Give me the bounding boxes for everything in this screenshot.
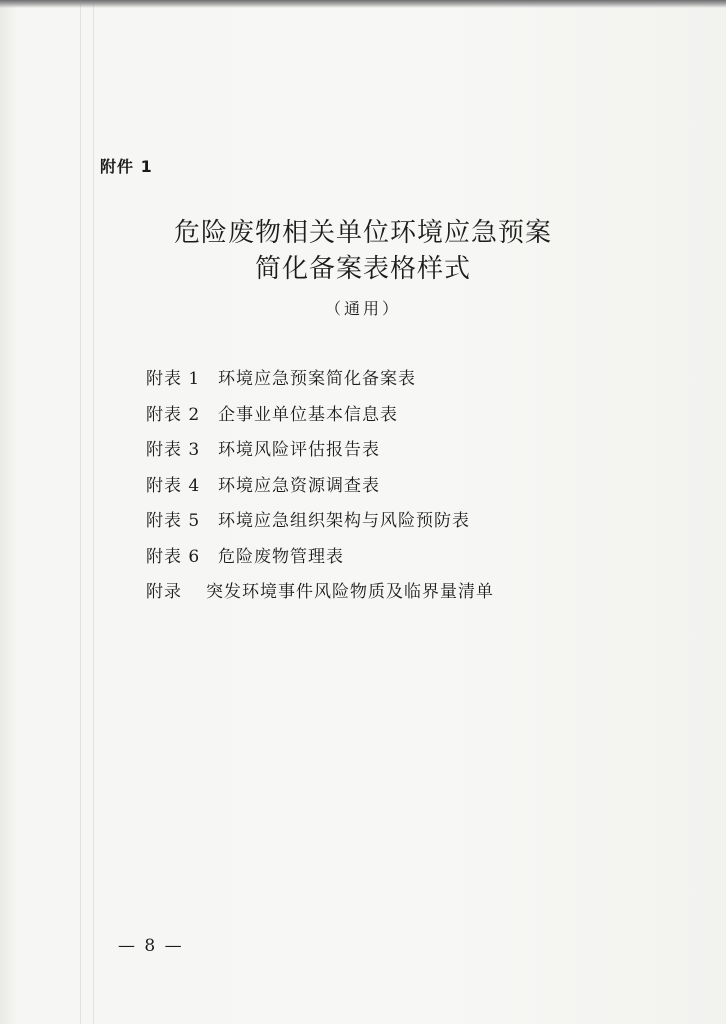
binding-line-1 [80, 0, 81, 1024]
toc-item-key: 附表 6 [146, 546, 201, 567]
document-subtitle: （通用） [324, 299, 401, 318]
toc-item-5 [146, 506, 596, 542]
toc-item-key: 附表 2 [146, 404, 201, 425]
toc-item-appendix [146, 577, 596, 613]
toc-item-text: 企事业单位基本信息表 [218, 404, 398, 425]
toc-item-text: 突发环境事件风险物质及临界量清单 [206, 582, 494, 602]
toc-item-text: 环境应急组织架构与风险预防表 [218, 511, 470, 531]
toc-item-text: 环境风险评估报告表 [218, 440, 380, 460]
toc-item-4 [146, 471, 596, 507]
document-title-line-1: 危险废物相关单位环境应急预案 [173, 218, 552, 248]
toc-item-1 [146, 364, 596, 400]
toc-item-key: 附录 [146, 582, 182, 602]
toc-item-6 [146, 542, 596, 578]
toc-item-key: 附表 5 [146, 511, 201, 531]
toc-item-key: 附表 3 [146, 440, 201, 460]
page-number: — 8 — [118, 936, 184, 956]
toc-item-text: 环境应急预案简化备案表 [218, 369, 416, 389]
binding-line-2 [93, 0, 94, 1024]
toc-item-text: 环境应急资源调查表 [218, 475, 380, 496]
scan-top-edge [0, 0, 726, 8]
attachment-label: 附件 1 [100, 157, 153, 176]
toc-item-3 [146, 435, 596, 471]
toc-item-text: 危险废物管理表 [218, 546, 344, 567]
toc-item-key: 附表 4 [146, 475, 201, 496]
toc-item-2 [146, 400, 596, 436]
document-title-line-2: 简化备案表格样式 [254, 254, 471, 284]
toc-item-key: 附表 1 [146, 369, 201, 389]
table-of-contents [146, 364, 596, 613]
